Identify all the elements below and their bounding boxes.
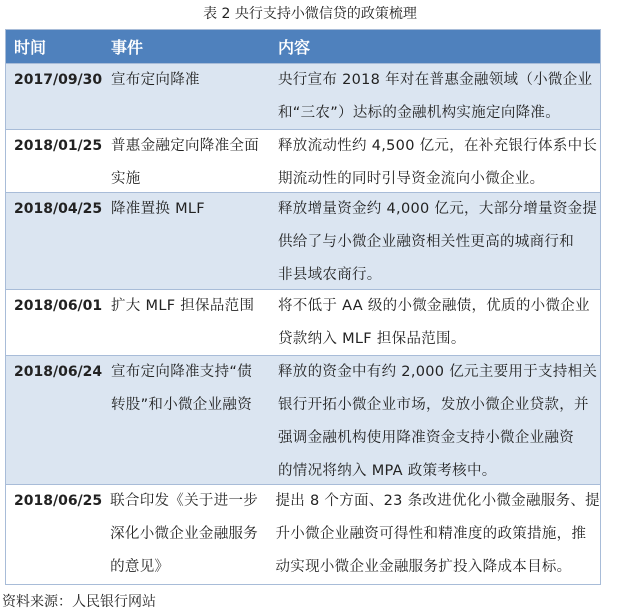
- row-content-line: 银行开拓小微企业市场，发放小微企业贷款，并: [278, 397, 589, 413]
- row-content-line: 动实现小微企业金融服务扩投入降成本目标。: [275, 559, 572, 575]
- row-event-line: 降准置换 MLF: [111, 201, 205, 217]
- row-content-line: 贷款纳入 MLF 担保品范围。: [278, 331, 466, 347]
- table-caption: 表 2 央行支持小微信贷的政策梳理: [203, 6, 417, 22]
- row-date: 2018/06/24: [14, 364, 103, 380]
- row-content-line: 和“三农”）达标的金融机构实施定向降准。: [278, 105, 561, 121]
- header-content: 内容: [278, 38, 311, 57]
- table-row: [6, 192, 600, 289]
- row-content-line: 期流动性的同时引导资金流向小微企业。: [278, 171, 545, 187]
- row-content-line: 提出 8 个方面、23 条改进优化小微金融服务、提: [275, 493, 600, 509]
- row-event-line: 深化小微企业金融服务: [110, 526, 259, 542]
- row-content-line: 将不低于 AA 级的小微金融债，优质的小微企业: [278, 298, 590, 314]
- row-date: 2018/04/25: [14, 201, 103, 217]
- row-event-line: 普惠金融定向降准全面: [111, 138, 259, 154]
- source-note: 资料来源：人民银行网站: [2, 594, 156, 610]
- table-row: [6, 63, 600, 129]
- table-row: [6, 129, 600, 192]
- row-content-line: 释放流动性约 4,500 亿元，在补充银行体系中长: [278, 138, 598, 154]
- row-content-line: 释放增量资金约 4,000 亿元，大部分增量资金提: [278, 201, 598, 217]
- row-date: 2018/06/25: [14, 493, 103, 509]
- row-content-line: 央行宣布 2018 年对在普惠金融领域（小微企业: [278, 72, 593, 88]
- row-date: 2017/09/30: [14, 72, 103, 88]
- row-content-line: 的情况将纳入 MPA 政策考核中。: [278, 463, 497, 479]
- row-event-line: 联合印发《关于进一步: [110, 493, 259, 509]
- row-content-line: 升小微企业融资可得性和精准度的政策措施，推: [275, 526, 587, 542]
- row-event-line: 的意见》: [110, 559, 170, 575]
- row-event-line: 宣布定向降准: [111, 72, 200, 88]
- row-content-line: 强调金融机构使用降准资金支持小微企业融资: [278, 430, 574, 446]
- header-time: 时间: [14, 38, 47, 57]
- row-event-line: 实施: [111, 171, 141, 187]
- row-event-line: 扩大 MLF 担保品范围: [111, 298, 255, 314]
- row-event-line: 转股”和小微企业融资: [111, 397, 253, 413]
- table-header: [6, 30, 600, 63]
- policy-table: [5, 29, 601, 585]
- row-content-line: 供给了与小微企业融资相关性更高的城商行和: [278, 234, 574, 250]
- row-content-line: 释放的资金中有约 2,000 亿元主要用于支持相关: [278, 364, 598, 380]
- row-date: 2018/01/25: [14, 138, 103, 154]
- table-row: [6, 355, 600, 484]
- header-event: 事件: [111, 38, 144, 57]
- table-row: [6, 484, 600, 584]
- row-content-line: 非县域农商行。: [278, 267, 382, 283]
- table-row: [6, 289, 600, 355]
- row-date: 2018/06/01: [14, 298, 103, 314]
- row-event-line: 宣布定向降准支持“债: [111, 364, 253, 380]
